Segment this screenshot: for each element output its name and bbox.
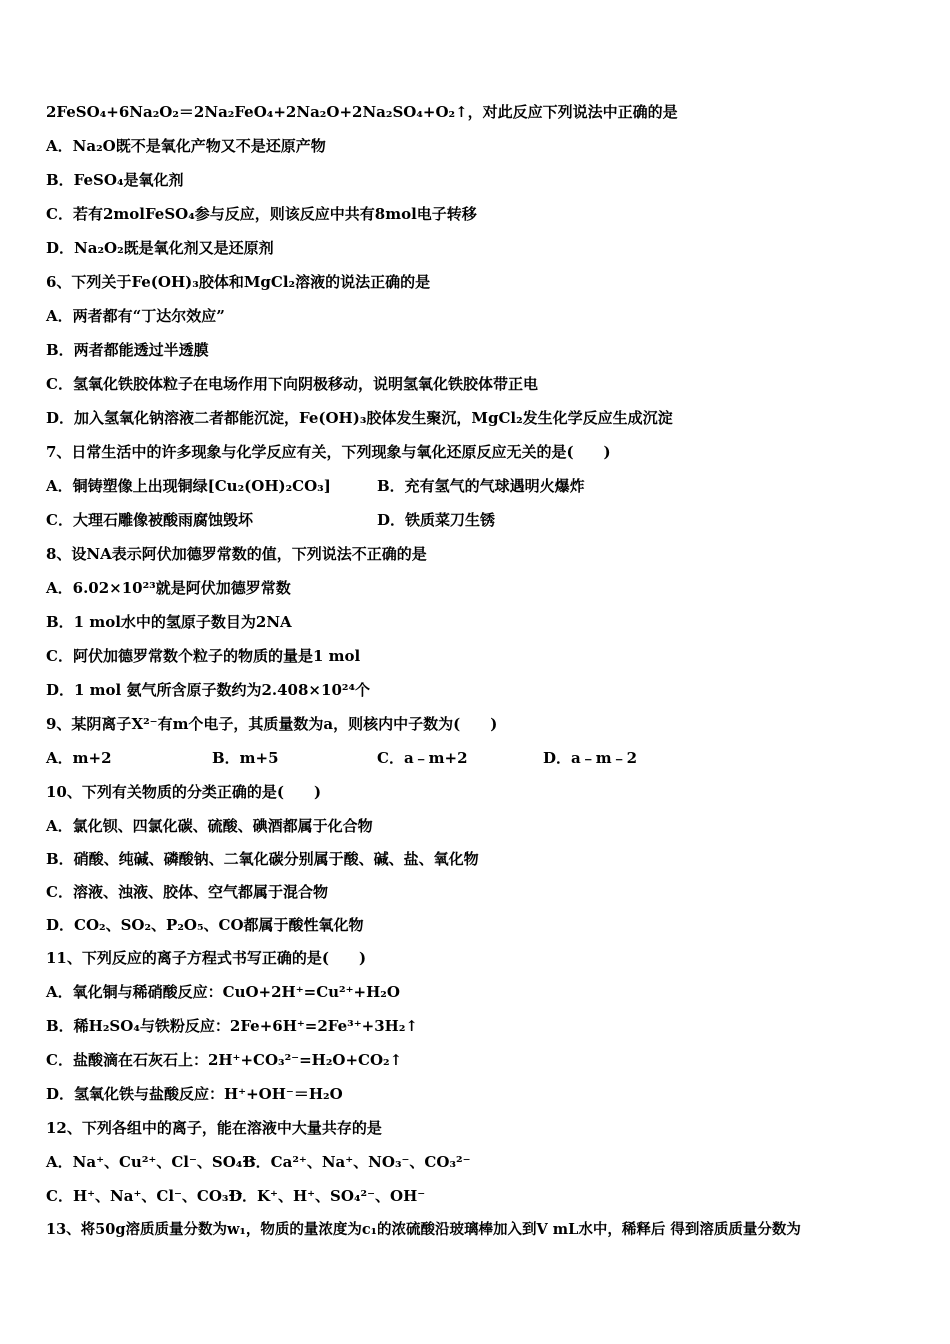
q11-stem: 11、下列反应的离子方程式书写正确的是( ) [46,949,367,967]
q7-option-b: B．充有氢气的气球遇明火爆炸 [377,477,585,495]
q9-option-b: B．m+5 [212,749,279,767]
q10-stem: 10、下列有关物质的分类正确的是( ) [46,783,322,801]
q7-option-a: A．铜铸塑像上出现铜绿[Cu₂(OH)₂CO₃] [46,477,331,495]
q12-option-b: B．Ca²⁺、Na⁺、NO₃⁻、CO₃²⁻ [243,1153,471,1171]
q11-option-a: A．氧化铜与稀硝酸反应：CuO+2H⁺=Cu²⁺+H₂O [46,983,400,1001]
q5-option-a: A．Na₂O既不是氧化产物又不是还原产物 [46,137,326,155]
q8-stem: 8、设NA表示阿伏加德罗常数的值，下列说法不正确的是 [46,545,427,563]
q7-option-c: C．大理石雕像被酸雨腐蚀毁坏 [46,511,253,529]
q6-stem: 6、下列关于Fe(OH)₃胶体和MgCl₂溶液的说法正确的是 [46,273,431,291]
q8-option-b: B．1 mol水中的氢原子数目为2NA [46,613,292,631]
q6-option-a: A．两者都有“丁达尔效应” [46,307,225,325]
q12-option-a: A．Na⁺、Cu²⁺、Cl⁻、SO₄²⁻ [46,1153,257,1171]
q8-option-c: C．阿伏加德罗常数个粒子的物质的量是1 mol [46,647,361,665]
q12-option-c: C．H⁺、Na⁺、Cl⁻、CO₃²⁻ [46,1187,243,1205]
q6-option-d: D．加入氢氧化钠溶液二者都能沉淀，Fe(OH)₃胶体发生聚沉，MgCl₂发生化学反应生成沉淀 [46,409,673,427]
q5-equation-line: 2FeSO₄+6Na₂O₂＝2Na₂FeO₄+2Na₂O+2Na₂SO₄+O₂↑，对此反应下列说法中正确的是 [46,103,678,121]
q6-option-b: B．两者都能透过半透膜 [46,341,209,359]
q11-option-c: C．盐酸滴在石灰石上：2H⁺+CO₃²⁻=H₂O+CO₂↑ [46,1051,403,1069]
q12-stem: 12、下列各组中的离子，能在溶液中大量共存的是 [46,1119,382,1137]
q5-option-c: C．若有2molFeSO₄参与反应，则该反应中共有8mol电子转移 [46,205,477,223]
q10-option-a: A．氯化钡、四氯化碳、硫酸、碘酒都属于化合物 [46,817,373,835]
q9-option-d: D．a﹣m﹣2 [543,749,638,767]
q10-option-b: B．硝酸、纯碱、磷酸钠、二氧化碳分别属于酸、碱、盐、氧化物 [46,850,479,868]
q6-option-c: C．氢氧化铁胶体粒子在电场作用下向阴极移动，说明氢氧化铁胶体带正电 [46,375,538,393]
q9-option-c: C．a﹣m+2 [377,749,468,767]
q7-stem: 7、日常生活中的许多现象与化学反应有关，下列现象与氧化还原反应无关的是( ) [46,443,611,461]
q8-option-d: D．1 mol 氨气所含原子数约为2.408×10²⁴个 [46,681,371,699]
q11-option-b: B．稀H₂SO₄与铁粉反应：2Fe+6H⁺=2Fe³⁺+3H₂↑ [46,1017,418,1035]
q10-option-d: D．CO₂、SO₂、P₂O₅、CO都属于酸性氧化物 [46,916,364,934]
q13-stem: 13、将50g溶质质量分数为w₁，物质的量浓度为c₁的浓硫酸沿玻璃棒加入到V mL水中，稀释后 得到溶质质量分数为 [46,1221,801,1238]
q11-option-d: D．氢氧化铁与盐酸反应：H⁺+OH⁻＝H₂O [46,1085,343,1103]
q8-option-a: A．6.02×10²³就是阿伏加德罗常数 [46,579,291,597]
q9-option-a: A．m+2 [46,749,112,767]
q5-option-d: D．Na₂O₂既是氧化剂又是还原剂 [46,239,274,257]
q9-stem: 9、某阴离子X²⁻有m个电子，其质量数为a，则核内中子数为( ) [46,715,498,733]
q5-option-b: B．FeSO₄是氧化剂 [46,171,184,189]
q12-option-d: D．K⁺、H⁺、SO₄²⁻、OH⁻ [229,1187,426,1205]
q7-option-d: D．铁质菜刀生锈 [377,511,496,529]
q10-option-c: C．溶液、浊液、胶体、空气都属于混合物 [46,883,328,901]
